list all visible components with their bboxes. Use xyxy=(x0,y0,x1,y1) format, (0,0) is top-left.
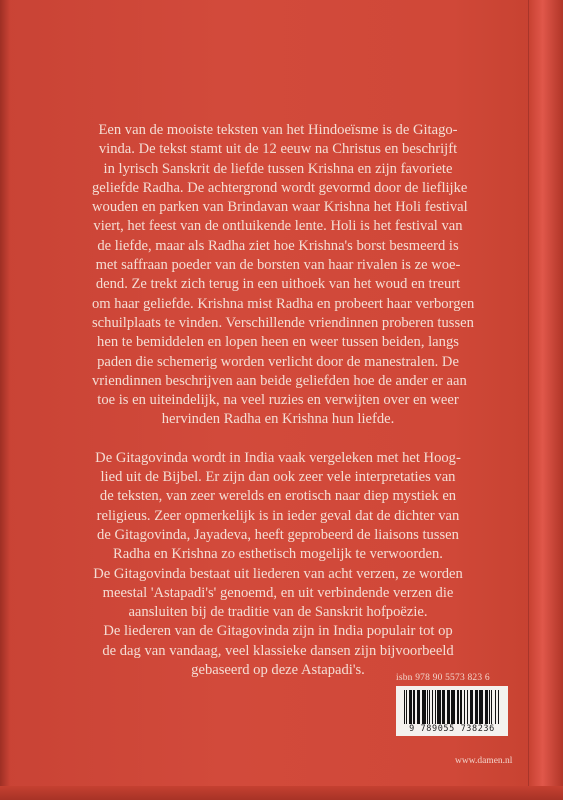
blurb-line: toe is en uiteindelijk, na veel ruzies en verwijten over en weer xyxy=(97,392,459,409)
blurb-line: om haar geliefde. Krishna mist Radha en probeert haar verborgen xyxy=(92,295,475,312)
blurb-line: Radha en Krishna zo esthetisch mogelijk te verwoorden. xyxy=(113,546,443,563)
blurb-line: gebaseerd op deze Astapadi's. xyxy=(191,662,365,679)
blurb-line: in lyrisch Sanskrit de liefde tussen Krishna en zijn favoriete xyxy=(103,160,453,177)
barcode-digits: 9 789055 738236 xyxy=(409,724,495,734)
blurb-paragraph-2 xyxy=(92,449,464,681)
blurb-line: lied uit de Bijbel. Er zijn dan ook zeer vele interpretaties van xyxy=(100,469,456,486)
blurb-line: hervinden Radha en Krishna hun liefde. xyxy=(161,411,395,428)
blurb-paragraph-1 xyxy=(92,121,475,430)
blurb-line: Een van de mooiste teksten van het Hindoeïsme is de Gitago- xyxy=(98,122,458,138)
blurb-line: paden die schemerig worden verlicht door de manestralen. De xyxy=(97,353,459,370)
blurb-line: de liefde, maar als Radha ziet hoe Krishna's borst besmeerd is xyxy=(97,237,459,254)
blurb-line: aansluiten bij de traditie van de Sanskrit hofpoëzie. xyxy=(128,604,428,621)
barcode-bars xyxy=(404,690,500,724)
blurb-line: dend. Ze trekt zich terug in een uithoek van het woud en treurt xyxy=(95,276,461,293)
blurb-line: de dag van vandaag, veel klassieke dansen zijn bijvoorbeeld xyxy=(102,642,454,659)
blurb-text xyxy=(92,121,475,680)
blurb-line: hen te bemiddelen en lopen heen en weer tussen beiden, langs xyxy=(97,334,459,351)
paragraph-gap xyxy=(92,430,464,449)
blurb-line: de Gitagovinda, Jayadeva, heeft geprobeerd de liaisons tussen xyxy=(97,526,459,543)
blurb-line: De liederen van de Gitagovinda zijn in India populair tot op xyxy=(103,623,453,640)
blurb-line: wouden en parken van Brindavan waar Krishna het Holi festival xyxy=(92,199,468,216)
barcode-bar xyxy=(499,690,500,724)
spine-edge xyxy=(0,0,10,800)
board-bottom-edge xyxy=(0,786,563,800)
blurb-line: De Gitagovinda bestaat uit liederen van acht verzen, ze worden xyxy=(93,565,463,582)
barcode xyxy=(396,686,508,736)
blurb-line: geliefde Radha. De achtergrond wordt gevormd door de lieflijke xyxy=(92,179,468,196)
blurb-line: De Gitagovinda wordt in India vaak vergeleken met het Hoog- xyxy=(95,449,461,466)
isbn-label: isbn 978 90 5573 823 6 xyxy=(396,673,490,683)
blurb-line: viert, het feest van de ontluikende lente. Holi is het festival van xyxy=(93,218,463,235)
blurb-line: schuilplaats te vinden. Verschillende vriendinnen proberen tussen xyxy=(92,314,474,331)
blurb-line: vinda. De tekst stamt uit de 12 eeuw na Christus en beschrijft xyxy=(98,141,458,158)
blurb-line: meestal 'Astapadi's' genoemd, en uit verbindende verzen die xyxy=(102,584,454,601)
blurb-line: met saffraan poeder van de borsten van haar rivalen is ze woe- xyxy=(95,257,461,274)
blurb-line: religieus. Zeer opmerkelijk is in ieder geval dat de dichter van xyxy=(96,507,460,524)
board-edge xyxy=(528,0,563,800)
publisher-website: www.damen.nl xyxy=(455,756,513,766)
blurb-line: de teksten, van zeer werelds en erotisch naar diep mystiek en xyxy=(99,488,457,505)
blurb-line: vriendinnen beschrijven aan beide geliefden hoe de ander er aan xyxy=(92,372,467,389)
